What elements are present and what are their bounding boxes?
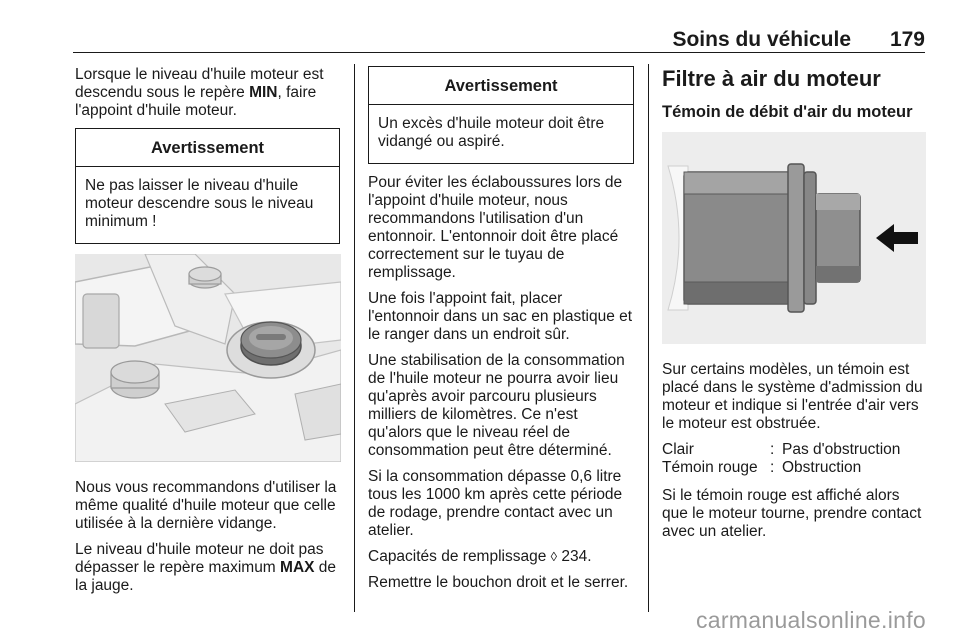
paragraph-consumption-stabilisation: Une stabilisation de la consommation de l'huile moteur ne pourra avoir lieu qu'après avoir parcouru plusieurs milliers de kilomètres. Ce n'est qu'alors que le niveau réel de consommation peut être déterminé. (368, 352, 625, 459)
warning-box-2 (368, 66, 634, 164)
subsection-heading: Témoin de débit d'air du moteur (662, 103, 913, 121)
paragraph-capacities: Capacités de remplissage ◊ 234. (368, 548, 592, 565)
warning-title: Avertissement (76, 129, 339, 167)
air-flow-indicator-illustration (662, 132, 926, 349)
section-heading: Filtre à air du moteur (662, 66, 881, 91)
engine-oil-cap-illustration (75, 254, 340, 467)
paragraph-min-level: Lorsque le niveau d'huile moteur est descendu sous le repère MIN, faire l'appoint d'huile moteur. (75, 66, 324, 119)
page-reference-icon: ◊ (550, 549, 558, 564)
warning-text: Un excès d'huile moteur doit être vidangé ou aspiré. (378, 115, 605, 150)
paragraph-same-oil: Nous vous recommandons d'utiliser la même qualité d'huile moteur que celle utilisée à la dernière vidange. (75, 479, 337, 532)
paragraph-store-funnel: Une fois l'appoint fait, placer l'entonnoir dans un sac en plastique et le ranger dans un endroit sûr. (368, 290, 633, 343)
warning-box-1 (75, 128, 340, 244)
table-row: Témoin rouge : Obstruction (662, 459, 862, 476)
page-number: 179 (889, 28, 925, 51)
column-divider-1 (354, 64, 355, 612)
warning-text: Ne pas laisser le niveau d'huile moteur descendre sous le niveau minimum ! (85, 177, 314, 230)
section-title: Soins du véhicule (672, 28, 851, 51)
paragraph-funnel: Pour éviter les éclaboussures lors de l'appoint d'huile moteur, nous recommandons l'utilisation d'un entonnoir. L'entonnoir doit être placé correctement sur le tuyau de remplissage. (368, 174, 623, 281)
paragraph-max-level: Le niveau d'huile moteur ne doit pas dépasser le repère maximum MAX de la jauge. (75, 541, 337, 594)
paragraph-consumption-limit: Si la consommation dépasse 0,6 litre tous les 1000 km après cette période de rodage, prendre contact avec un atelier. (368, 468, 623, 539)
paragraph-replace-cap: Remettre le bouchon droit et le serrer. (368, 574, 629, 591)
paragraph-indicator-description: Sur certains modèles, un témoin est placé dans le système d'admission du moteur et indique si l'entrée d'air vers le moteur est obstruée. (662, 361, 923, 432)
table-row: Clair : Pas d'obstruction (662, 441, 901, 458)
column-divider-2 (648, 64, 649, 612)
column-3 (662, 66, 926, 549)
watermark: carmanualsonline.info (695, 607, 926, 633)
warning-title: Avertissement (369, 67, 633, 105)
page-header (73, 28, 925, 53)
indicator-state-table (662, 441, 900, 477)
paragraph-red-indicator: Si le témoin rouge est affiché alors que le moteur tourne, prendre contact avec un atelier. (662, 487, 922, 540)
column-2 (368, 66, 634, 600)
column-1 (75, 66, 340, 603)
